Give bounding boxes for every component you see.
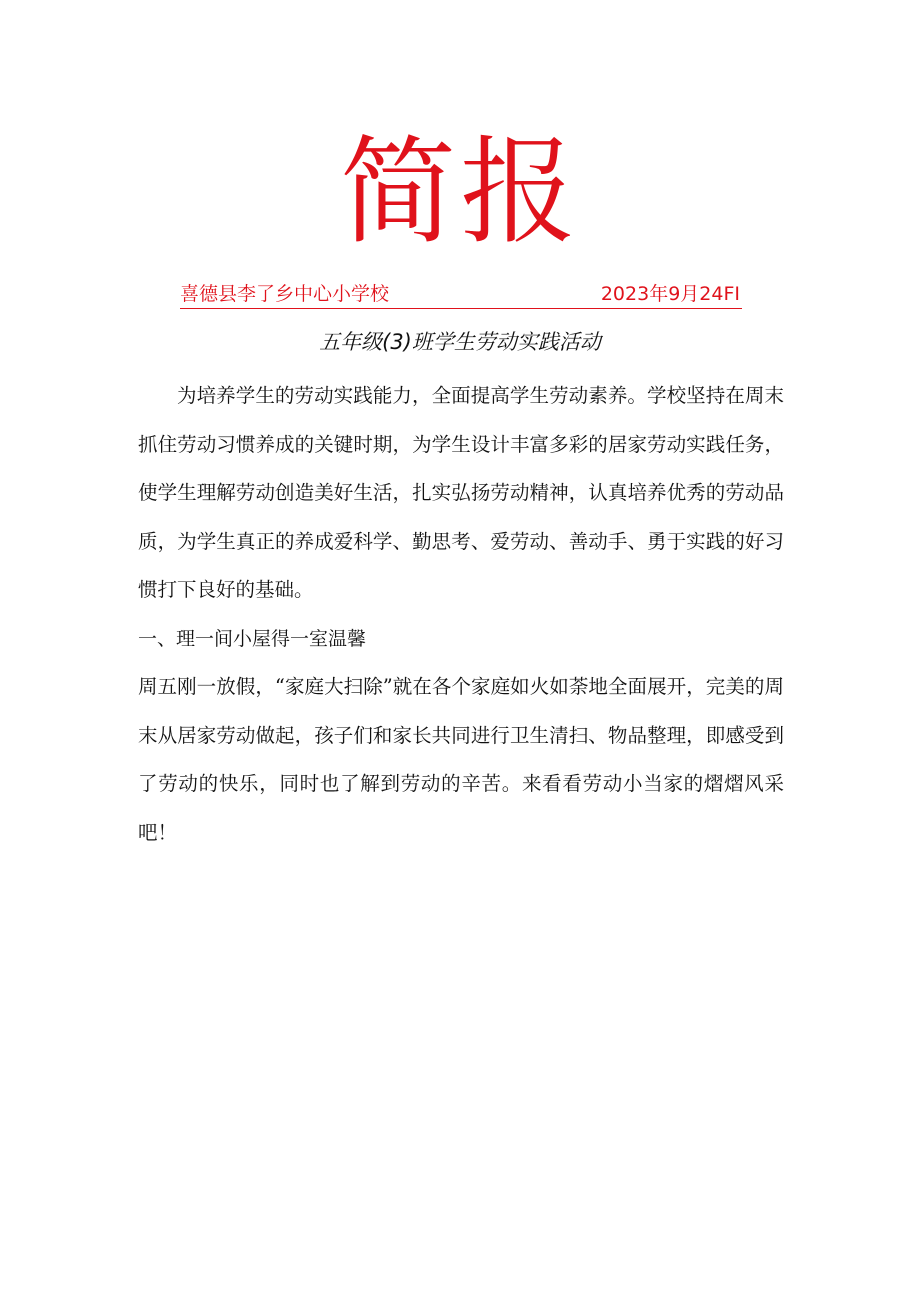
issuer-name: 喜德县李了乡中心小学校 — [180, 283, 390, 305]
issuer-date-line — [180, 280, 742, 309]
intro-paragraph: 为培养学生的劳动实践能力，全面提高学生劳动素养。学校坚持在周末抓住劳动习惯养成的关键时期，为学生设计丰富多彩的居家劳动实践任务，使学生理解劳动创造美好生活，扎实弘扬劳动精神，认真培养优秀的劳动品质，为学生真正的养成爱科学、勤思考、爱劳动、善动手、勇于实践的好习惯打下良好的基础。 — [138, 384, 784, 601]
article-headline: 五年级(3)班学生劳动实践活动 — [319, 330, 601, 354]
masthead-title: 简报 — [340, 125, 580, 260]
section-paragraph: 周五刚一放假，“家庭大扫除”就在各个家庭如火如荼地全面展开，完美的周末从居家劳动做起，孩子们和家长共同进行卫生清扫、物品整理，即感受到了劳动的快乐，同时也了解到劳动的辛苦。来看看劳动小当家的熠熠风采吧！ — [138, 675, 784, 844]
article-body — [138, 372, 784, 857]
section-heading: 一、理一间小屋得一室温馨 — [138, 627, 367, 650]
issue-date: 2023年9月24FI — [600, 283, 740, 305]
